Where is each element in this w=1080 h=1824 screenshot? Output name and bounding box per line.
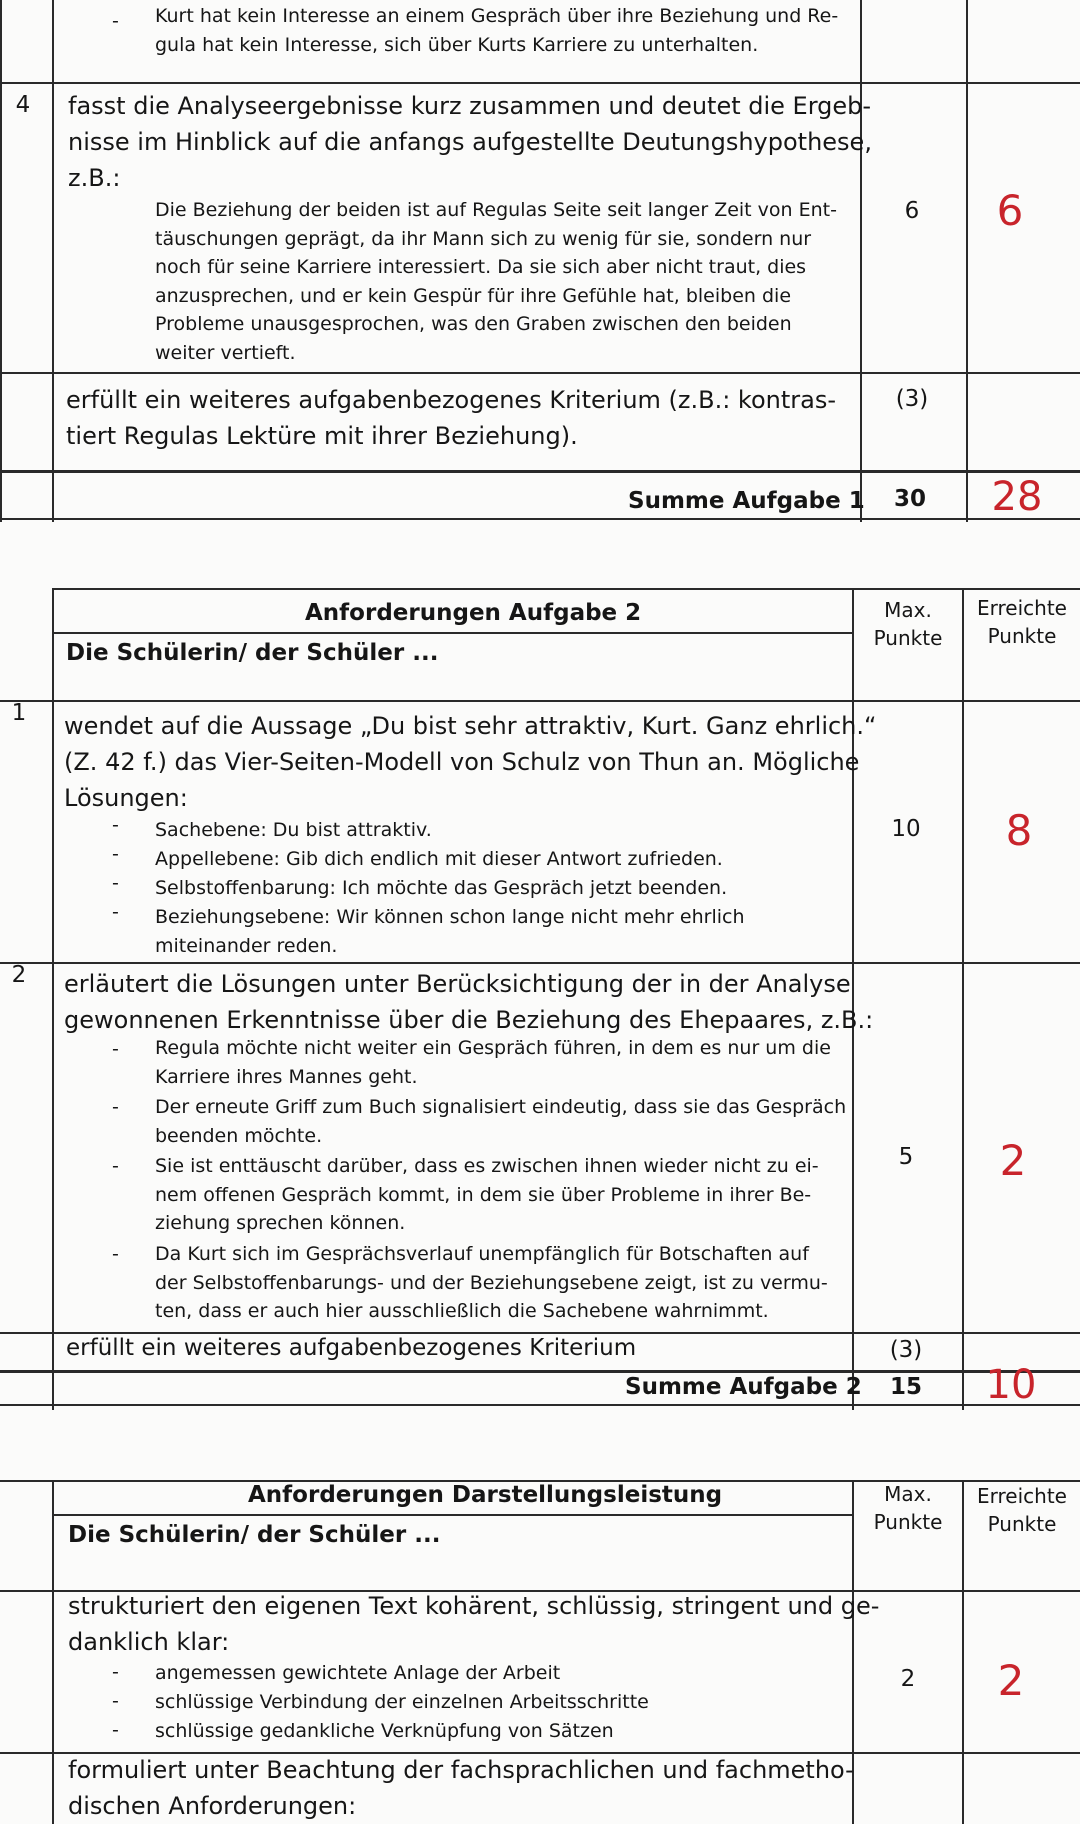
bullet-dash: -: [112, 872, 119, 894]
list-item: Sachebene: Du bist attraktiv.: [155, 819, 432, 841]
extra-criterion-text: erfüllt ein weiteres aufgabenbezogenes Kriterium: [66, 1335, 637, 1361]
max-points: 6: [904, 198, 920, 224]
bullet-dash: -: [112, 10, 119, 32]
table3-line: [52, 1514, 852, 1516]
sum-max: 30: [893, 486, 926, 512]
sum-label: Summe Aufgabe 2: [625, 1374, 862, 1400]
table2-title: Anforderungen Aufgabe 2: [305, 600, 642, 626]
criterion-text: fasst die Analyseergebnisse kurz zusammen und deutet die Ergeb- nisse im Hinblick auf die anfangs aufgestellte Deutungshypothese, z.B.:: [68, 92, 872, 192]
extra-criterion-text: erfüllt ein weiteres aufgabenbezogenes Kriterium (z.B.: kontras- tiert Regulas Lektüre mit ihrer Beziehung).: [66, 386, 837, 450]
sum-max: 15: [889, 1374, 922, 1400]
achieved-points: 2: [999, 1136, 1027, 1185]
bullet-dash: -: [112, 1243, 119, 1265]
table1-divider-max: [860, 0, 862, 522]
column-header-achieved: Erreichte Punkte: [977, 596, 1067, 648]
table2-divider-achieved: [962, 588, 964, 1410]
max-points: 5: [898, 1144, 914, 1170]
criterion-detail: Die Beziehung der beiden ist auf Regulas Seite seit langer Zeit von Ent- täuschungen geprägt, da ihr Mann sich zu wenig für sie, sondern nur noch für seine Karriere interessiert. Da sie sich aber nicht traut, dies anzusprechen, und er kein Gespür für ihre Gefühle hat, bleiben die Probleme unausgesprochen, was den Graben zwischen den beiden weiter vertieft.: [155, 199, 837, 364]
table3-title: Anforderungen Darstellungsleistung: [248, 1482, 723, 1508]
bullet-dash: -: [112, 1719, 119, 1741]
sum-achieved: 10: [985, 1362, 1037, 1408]
sum-label: Summe Aufgabe 1: [628, 488, 865, 514]
criterion-text: formuliert unter Beachtung der fachsprachlichen und fachmetho- dischen Anforderungen:: [68, 1756, 854, 1820]
table1-border-left: [0, 0, 2, 522]
bullet-dash: -: [112, 1038, 119, 1060]
list-item: Sie ist enttäuscht darüber, dass es zwischen ihnen wieder nicht zu ei- nem offenen Gespräch kommt, in dem sie über Probleme in ihrer Be- ziehung sprechen können.: [155, 1155, 819, 1234]
table2-subtitle: Die Schülerin/ der Schüler ...: [66, 640, 439, 666]
table2-line: [0, 1404, 1080, 1406]
row-number: 1: [11, 700, 27, 726]
table2-line-thick: [0, 1370, 1080, 1373]
table1-line: [0, 372, 1080, 374]
criterion-text: erläutert die Lösungen unter Berücksichtigung der in der Analyse gewonnenen Erkenntnisse über die Beziehung des Ehepaares, z.B.:: [64, 970, 874, 1034]
list-item: Beziehungsebene: Wir können schon lange nicht mehr ehrlich miteinander reden.: [155, 906, 745, 957]
list-item: Der erneute Griff zum Buch signalisiert eindeutig, dass sie das Gespräch beenden möchte.: [155, 1096, 847, 1147]
bullet-dash: -: [112, 1661, 119, 1683]
list-item: Appellebene: Gib dich endlich mit dieser Antwort zufrieden.: [155, 848, 723, 870]
table1-divider-achieved: [966, 0, 968, 522]
table2-line: [52, 588, 1080, 590]
table2-line: [0, 962, 1080, 964]
bullet-dash: -: [112, 1096, 119, 1118]
bullet-dash: -: [112, 814, 119, 836]
bullet-dash: -: [112, 901, 119, 923]
max-points: 2: [900, 1666, 916, 1692]
max-points: (3): [889, 1337, 923, 1363]
table1-line-thick: [0, 470, 1080, 473]
table3-divider-achieved: [962, 1480, 964, 1824]
max-points: (3): [895, 386, 929, 412]
list-item: Kurt hat kein Interesse an einem Gespräch über ihre Beziehung und Re- gula hat kein Interesse, sich über Kurts Karriere zu unterhalten.: [155, 5, 839, 56]
bullet-dash: -: [112, 1155, 119, 1177]
achieved-points: 6: [996, 186, 1024, 235]
sum-achieved: 28: [991, 474, 1043, 520]
list-item: Selbstoffenbarung: Ich möchte das Gespräch jetzt beenden.: [155, 877, 728, 899]
table1-line: [0, 518, 1080, 520]
achieved-points: 2: [997, 1656, 1025, 1705]
list-item: schlüssige Verbindung der einzelnen Arbeitsschritte: [155, 1691, 649, 1713]
row-number: 4: [15, 92, 31, 118]
table3-divider-number: [52, 1480, 54, 1824]
bullet-dash: -: [112, 843, 119, 865]
list-item: schlüssige gedankliche Verknüpfung von Sätzen: [155, 1720, 614, 1742]
column-header-max: Max. Punkte: [873, 1482, 943, 1534]
table2-line: [0, 700, 1080, 702]
criterion-text: strukturiert den eigenen Text kohärent, schlüssig, stringent und ge- danklich klar:: [68, 1592, 880, 1656]
row-number: 2: [11, 962, 27, 988]
bullet-dash: -: [112, 1690, 119, 1712]
table2-divider-number: [52, 588, 54, 1410]
criterion-text: wendet auf die Aussage „Du bist sehr attraktiv, Kurt. Ganz ehrlich.“ (Z. 42 f.) das Vier-Seiten-Modell von Schulz von Thun an. Mögliche Lösungen:: [64, 712, 877, 812]
list-item: angemessen gewichtete Anlage der Arbeit: [155, 1662, 561, 1684]
achieved-points: 8: [1005, 806, 1033, 855]
max-points: 10: [891, 816, 921, 842]
table2-line: [52, 632, 852, 634]
table1-line: [0, 82, 1080, 84]
column-header-achieved: Erreichte Punkte: [977, 1484, 1067, 1536]
table3-subtitle: Die Schülerin/ der Schüler ...: [68, 1522, 441, 1548]
table1-divider-number: [52, 0, 54, 522]
list-item: Da Kurt sich im Gesprächsverlauf unempfänglich für Botschaften auf der Selbstoffenbarungs- und der Beziehungsebene zeigt, ist zu vermu- ten, dass er auch hier ausschließlich die Sachebene wahrnimmt.: [155, 1243, 828, 1322]
list-item: Regula möchte nicht weiter ein Gespräch führen, in dem es nur um die Karriere ihres Mannes geht.: [155, 1037, 831, 1088]
column-header-max: Max. Punkte: [873, 598, 943, 650]
